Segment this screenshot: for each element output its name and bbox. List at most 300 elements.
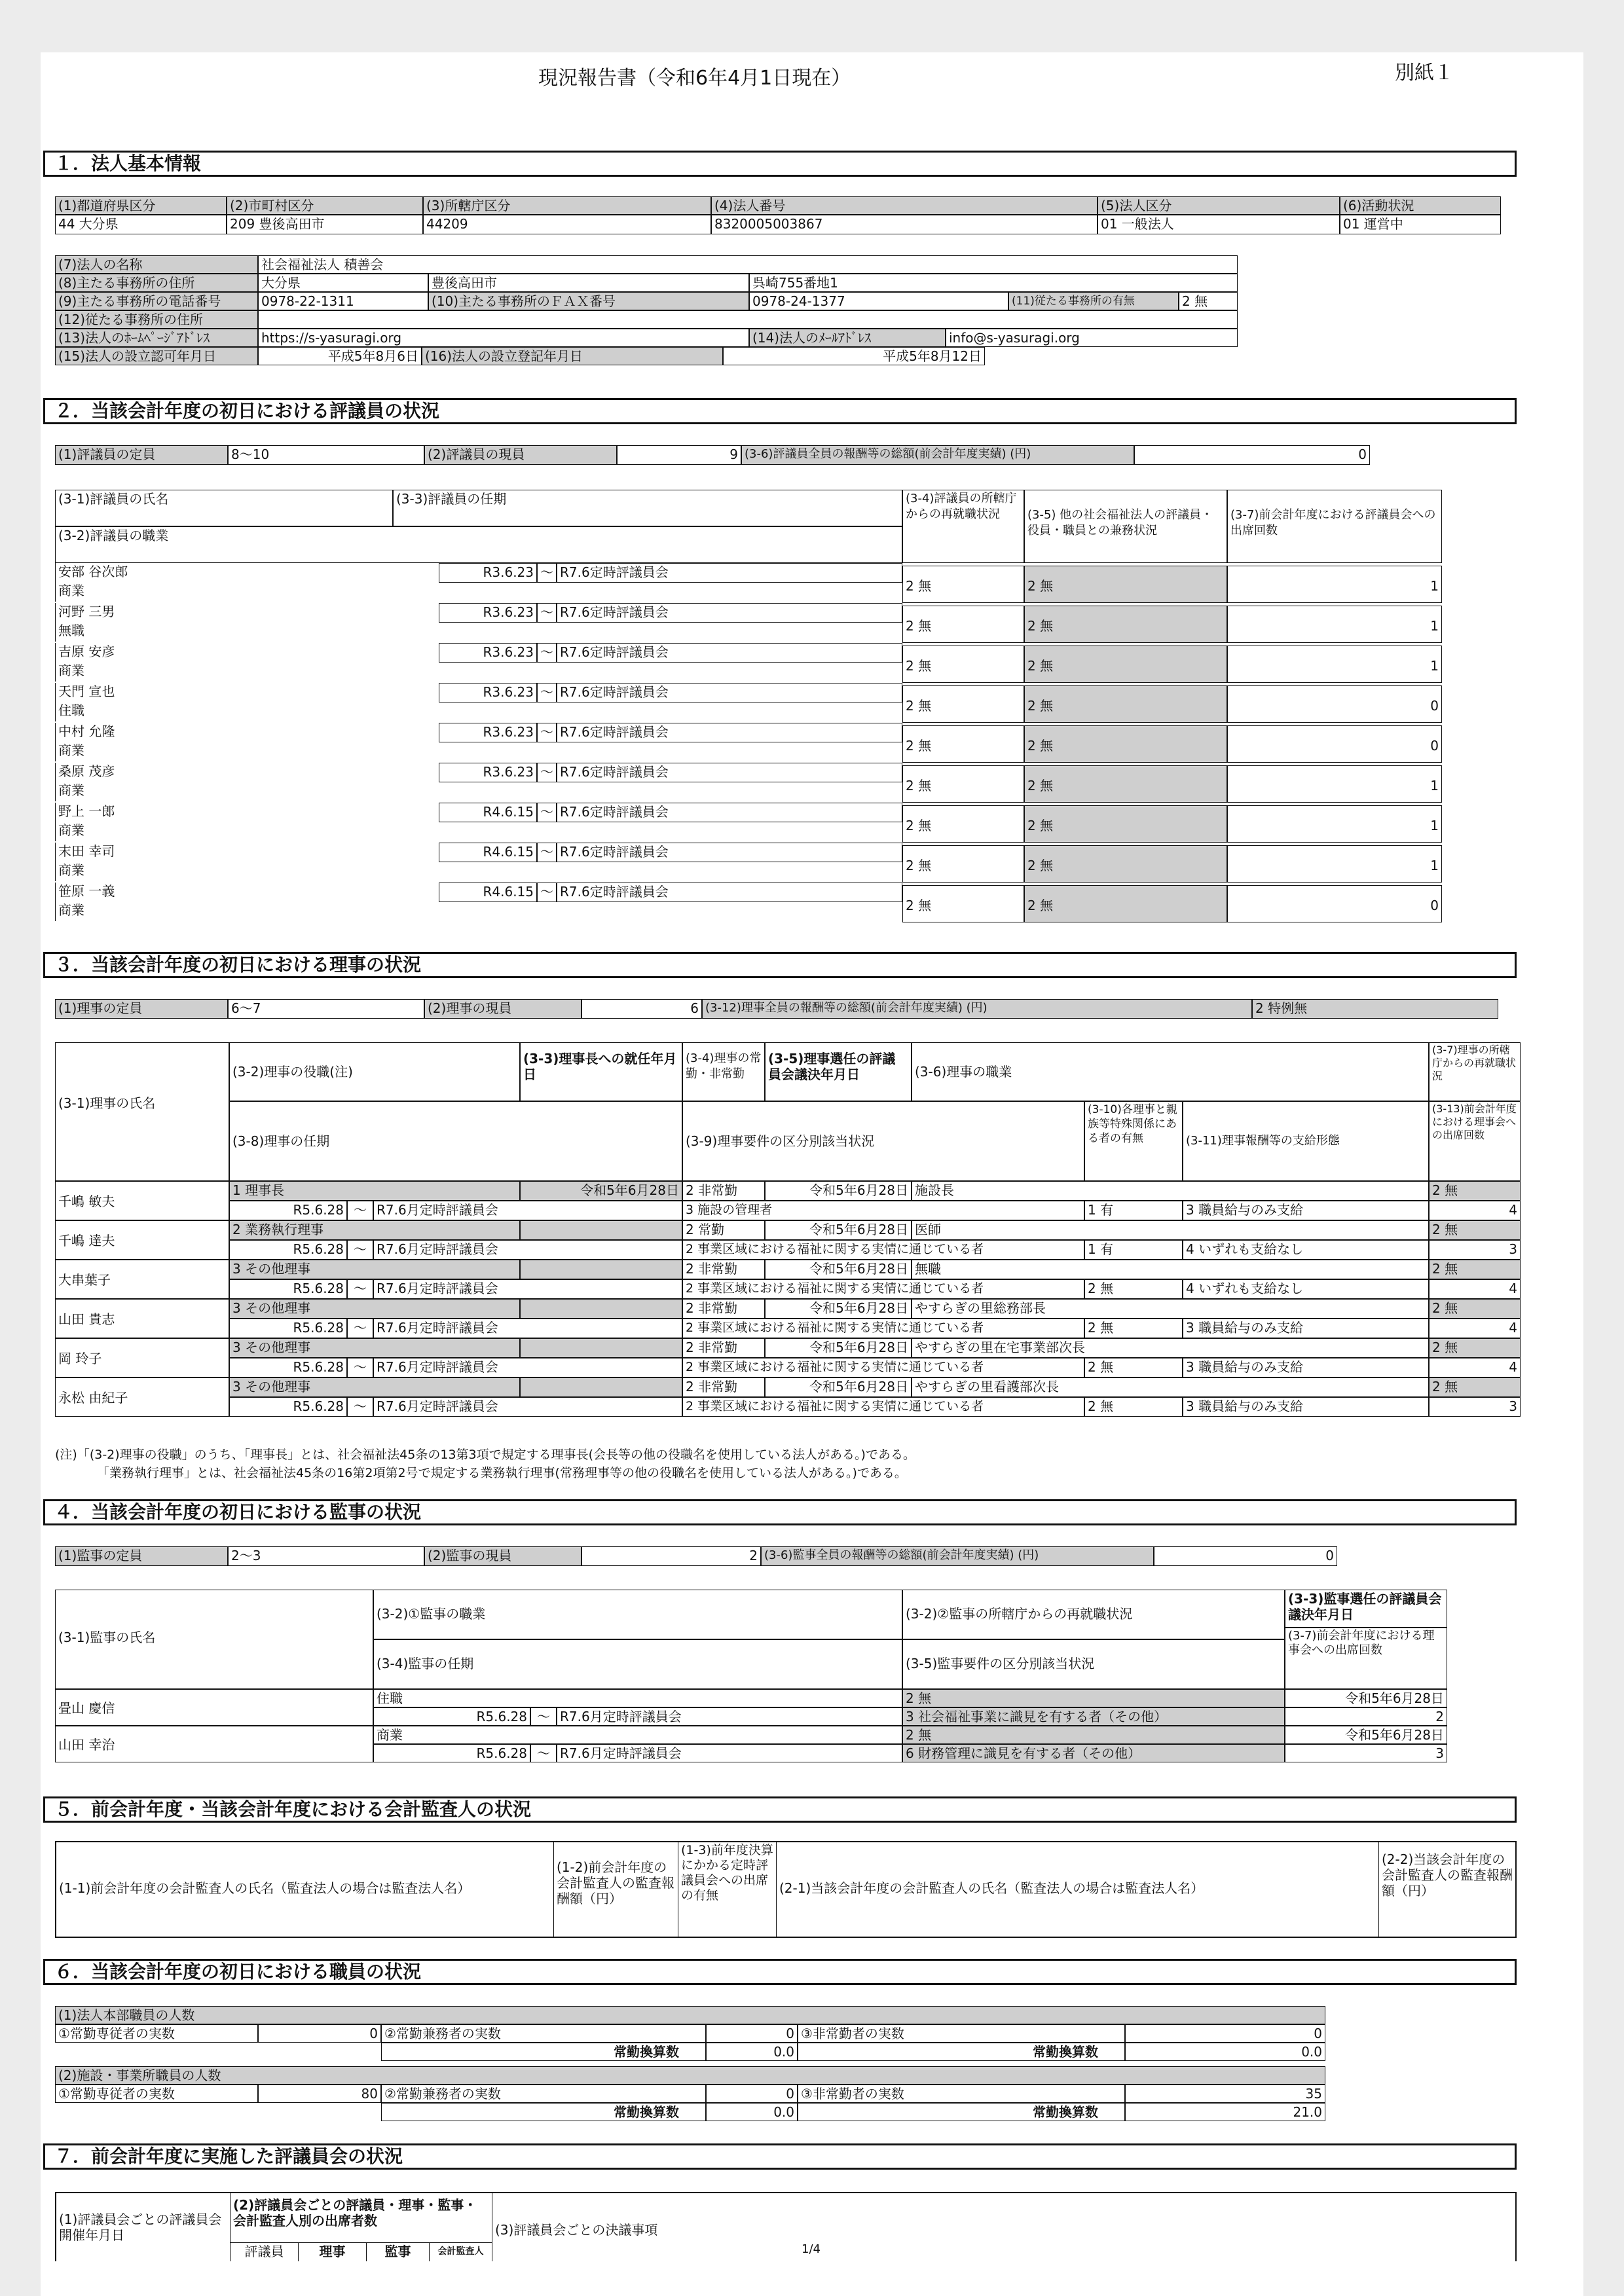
- corp-number-value: 8320005003867: [711, 215, 1098, 234]
- hq-full-value: 0: [258, 2024, 381, 2043]
- reemploy-status: 2 無: [902, 685, 1024, 723]
- director-current-value: 6: [581, 999, 702, 1019]
- term-to: R7.6定時評議員会: [557, 803, 902, 822]
- chair-date: 令和5年6月28日: [520, 1181, 682, 1201]
- councilor-job: 商業: [55, 782, 439, 801]
- concurrent-status: 2 無: [1024, 646, 1227, 683]
- term-from: R5.6.28: [229, 1279, 347, 1299]
- director-current-label: (2)理事の現員: [424, 999, 581, 1019]
- attendance-count: 1: [1227, 805, 1442, 843]
- councilor-job: 商業: [55, 662, 439, 682]
- prefecture-value: 44 大分県: [55, 215, 227, 234]
- director-name: 千嶋 敏夫: [55, 1181, 229, 1220]
- director-req-header: (3-9)理事要件の区分別該当状況: [682, 1101, 1084, 1181]
- director-term-header: (3-8)理事の任期: [229, 1101, 682, 1181]
- hq-part-label: ③非常勤者の実数: [798, 2024, 1125, 2043]
- attendance-councilor-col: 評議員: [231, 2243, 299, 2261]
- municipality-label: (2)市町村区分: [227, 196, 423, 215]
- director-attendance-header: (3-13)前会計年度における理事会への出席回数: [1429, 1101, 1521, 1181]
- auditor-attendance: 2: [1285, 1707, 1447, 1726]
- term-from: R3.6.23: [439, 643, 537, 663]
- councilor-job: 住職: [55, 702, 439, 721]
- auditor-attendance: 3: [1285, 1744, 1447, 1762]
- fax-label: (10)主たる事務所のＦＡＸ番号: [428, 292, 749, 310]
- director-role: 3 その他理事: [229, 1260, 520, 1279]
- auditor-quota-value: 2～3: [228, 1546, 424, 1566]
- term-to: R7.6定時評議員会: [557, 643, 902, 663]
- councilor-name: 天門 宣也: [55, 683, 439, 702]
- hq-dual-conv-label: 常勤換算数: [381, 2043, 706, 2061]
- director-table: [55, 1042, 1517, 1435]
- term-to: R7.6定時評議員会: [557, 563, 902, 583]
- term-separator: ～: [347, 1319, 373, 1338]
- established-label: (15)法人の設立認可年月日: [55, 347, 258, 365]
- director-role: 3 その他理事: [229, 1299, 520, 1319]
- term-separator: ～: [537, 683, 557, 702]
- name-value: 社会福祉法人 積善会: [258, 255, 1238, 274]
- director-role-header: (3-2)理事の役職(注): [229, 1042, 520, 1101]
- municipality-value: 209 豊後高田市: [227, 215, 423, 234]
- sub-address-value: [258, 310, 1238, 329]
- attendance-count: 4: [1429, 1201, 1521, 1220]
- address-label: (8)主たる事務所の住所: [55, 274, 258, 292]
- auditor-pay-value: 0: [1154, 1546, 1337, 1566]
- term-to: R7.6定時評議員会: [557, 603, 902, 623]
- auditor-attendance-header: (3-7)前会計年度における理事会への出席回数: [1285, 1628, 1447, 1689]
- auditor-elect-date: 令和5年6月28日: [1285, 1726, 1447, 1744]
- term-from: R3.6.23: [439, 763, 537, 782]
- councilor-concurrent-header: (3-5) 他の社会福祉法人の評議員・役員・職員との兼務状況: [1024, 490, 1227, 563]
- term-from: R3.6.23: [439, 563, 537, 583]
- councilor-quota-value: 8～10: [228, 445, 424, 465]
- attachment-label: 別紙１: [1395, 62, 1454, 84]
- auditor-pay-label: (3-6)監事全員の報酬等の総額(前会計年度実績) (円): [761, 1546, 1154, 1566]
- reemploy: 2 無: [1429, 1220, 1521, 1240]
- auditor-elect-date: 令和5年6月28日: [1285, 1689, 1447, 1707]
- director-name: 岡 玲子: [55, 1338, 229, 1377]
- attendance-count: 4: [1429, 1279, 1521, 1299]
- councilor-job: 商業: [55, 902, 439, 921]
- concurrent-status: 2 無: [1024, 885, 1227, 922]
- sub-office-label: (11)従たる事務所の有無: [1008, 292, 1179, 310]
- director-requirement: 2 事業区域における福祉に関する実情に通じている者: [682, 1397, 1084, 1417]
- term-separator: ～: [537, 763, 557, 782]
- auditor-requirement: 6 財務管理に識見を有する者（その他）: [902, 1744, 1285, 1762]
- term-to: R7.6月定時評議員会: [373, 1319, 682, 1338]
- term-separator: ～: [530, 1707, 557, 1726]
- reemploy-status: 2 無: [902, 885, 1024, 922]
- term-from: R5.6.28: [229, 1201, 347, 1220]
- pay-form: 4 いずれも支給なし: [1183, 1240, 1429, 1260]
- term-separator: ～: [537, 603, 557, 623]
- director-type: 2 非常勤: [682, 1299, 765, 1319]
- councilor-name: 笹原 一義: [55, 883, 439, 902]
- councilor-pay-label: (3-6)評議員全員の報酬等の総額(前会計年度実績) (円): [741, 445, 1134, 465]
- fac-dual-conv-value: 0.0: [706, 2103, 798, 2121]
- elect-date: 令和5年6月28日: [765, 1260, 912, 1279]
- attendance-count: 1: [1227, 566, 1442, 603]
- councilor-name: 吉原 安彦: [55, 643, 439, 663]
- concurrent-status: 2 無: [1024, 566, 1227, 603]
- sub-office-value: 2 無: [1179, 292, 1238, 310]
- director-name: 大串葉子: [55, 1260, 229, 1299]
- fac-dual-value: 0: [706, 2085, 798, 2103]
- prev-auditor-name-header: (1-1)前会計年度の会計監査人の氏名（監査法人の場合は監査法人名）: [56, 1842, 554, 1937]
- pay-form: 3 職員給与のみ支給: [1183, 1397, 1429, 1417]
- director-type: 2 常勤: [682, 1220, 765, 1240]
- director-job: 医師: [912, 1220, 1429, 1240]
- phone-value: 0978-22-1311: [258, 292, 428, 310]
- attendance-count: 4: [1429, 1358, 1521, 1377]
- email-label: (14)法人のﾒｰﾙｱﾄﾞﾚｽ: [749, 329, 946, 347]
- corp-type-label: (5)法人区分: [1098, 196, 1340, 215]
- councilor-name: 桑原 茂彦: [55, 763, 439, 782]
- councilor-pay-value: 0: [1134, 445, 1370, 465]
- attendance-count: 1: [1227, 765, 1442, 803]
- term-separator: ～: [347, 1240, 373, 1260]
- director-type: 2 非常勤: [682, 1377, 765, 1397]
- term-separator: ～: [537, 563, 557, 583]
- term-from: R4.6.15: [439, 803, 537, 822]
- director-elect-header: (3-5)理事選任の評議員会議決年月日: [765, 1042, 912, 1101]
- director-name: 永松 由紀子: [55, 1377, 229, 1417]
- elect-date: 令和5年6月28日: [765, 1377, 912, 1397]
- director-job: やすらぎの里総務部長: [912, 1299, 1429, 1319]
- term-to: R7.6月定時評議員会: [373, 1279, 682, 1299]
- page-number: 1/4: [802, 2242, 821, 2256]
- section-1-title: １．法人基本情報: [43, 151, 1517, 177]
- homepage-value[interactable]: https://s-yasuragi.org: [258, 329, 749, 347]
- concurrent-status: 2 無: [1024, 765, 1227, 803]
- accounting-auditor-table: [55, 1841, 1517, 1938]
- councilor-name: 中村 允隆: [55, 723, 439, 742]
- auditor-current-value: 2: [581, 1546, 761, 1566]
- term-separator: ～: [537, 803, 557, 822]
- staff-table: [55, 2006, 1325, 2128]
- relative-status: 1 有: [1084, 1240, 1183, 1260]
- chair-date: [520, 1220, 682, 1240]
- councilor-current-label: (2)評議員の現員: [424, 445, 617, 465]
- councilor-attendance-header: (3-7)前会計年度における評議員会への出席回数: [1227, 490, 1442, 563]
- term-from: R5.6.28: [229, 1358, 347, 1377]
- hq-part-value: 0: [1125, 2024, 1325, 2043]
- term-from: R5.6.28: [229, 1319, 347, 1338]
- reemploy-status: 2 無: [902, 725, 1024, 763]
- phone-label: (9)主たる事務所の電話番号: [55, 292, 258, 310]
- concurrent-status: 2 無: [1024, 845, 1227, 883]
- director-job: 施設長: [912, 1181, 1429, 1201]
- chair-date: [520, 1299, 682, 1319]
- sub-address-label: (12)従たる事務所の住所: [55, 310, 258, 329]
- elect-date: 令和5年6月28日: [765, 1338, 912, 1358]
- reemploy-status: 2 無: [902, 845, 1024, 883]
- fax-value: 0978-24-1377: [749, 292, 1008, 310]
- councilor-quota-label: (1)評議員の定員: [55, 445, 228, 465]
- hq-full-label: ①常勤専従者の実数: [55, 2024, 258, 2043]
- auditor-name-header: (3-1)監事の氏名: [55, 1590, 373, 1689]
- address-city: 豊後高田市: [428, 274, 749, 292]
- homepage-label: (13)法人のﾎｰﾑﾍﾟｰｼﾞｱﾄﾞﾚｽ: [55, 329, 258, 347]
- reemploy-status: 2 無: [902, 765, 1024, 803]
- reemploy-status: 2 無: [902, 606, 1024, 643]
- pay-form: 4 いずれも支給なし: [1183, 1279, 1429, 1299]
- term-to: R7.6月定時評議員会: [373, 1201, 682, 1220]
- attendance-count: 1: [1227, 845, 1442, 883]
- director-job: やすらぎの里在宅事業部次長: [912, 1338, 1429, 1358]
- term-to: R7.6定時評議員会: [557, 723, 902, 742]
- hq-part-conv-value: 0.0: [1125, 2043, 1325, 2061]
- term-from: R4.6.15: [439, 843, 537, 862]
- reemploy: 2 無: [1429, 1260, 1521, 1279]
- councilor-reemploy-header: (3-4)評議員の所轄庁からの再就職状況: [902, 490, 1024, 563]
- authority-label: (3)所轄庁区分: [423, 196, 711, 215]
- hq-dual-label: ②常勤兼務者の実数: [381, 2024, 706, 2043]
- corp-type-value: 01 一般法人: [1098, 215, 1340, 234]
- director-name: 山田 貴志: [55, 1299, 229, 1338]
- attendance-count: 3: [1429, 1240, 1521, 1260]
- reemploy: 2 無: [1429, 1338, 1521, 1358]
- director-pay-label: (3-12)理事全員の報酬等の総額(前会計年度実績) (円): [702, 999, 1252, 1019]
- term-to: R7.6定時評議員会: [557, 683, 902, 702]
- fac-part-conv-label: 常勤換算数: [798, 2103, 1125, 2121]
- section-4-title: ４．当該会計年度の初日における監事の状況: [43, 1499, 1517, 1525]
- activity-value: 01 運営中: [1340, 215, 1501, 234]
- term-separator: ～: [537, 643, 557, 663]
- elect-date: 令和5年6月28日: [765, 1220, 912, 1240]
- term-separator: ～: [530, 1744, 557, 1762]
- director-role: 3 その他理事: [229, 1377, 520, 1397]
- section-7-title: ７．前会計年度に実施した評議員会の状況: [43, 2143, 1517, 2170]
- director-note-2: 「業務執行理事」とは、社会福祉法45条の16第2項第2号で規定する業務執行理事(常務理事等の他の役職名を使用している法人がある。)である。: [97, 1466, 907, 1480]
- director-requirement: 2 事業区域における福祉に関する実情に通じている者: [682, 1319, 1084, 1338]
- council-meeting-table: [55, 2192, 1517, 2261]
- fac-full-value: 80: [258, 2085, 381, 2103]
- attendance-count: 0: [1227, 725, 1442, 763]
- term-separator: ～: [347, 1279, 373, 1299]
- term-from: R3.6.23: [439, 723, 537, 742]
- term-separator: ～: [347, 1358, 373, 1377]
- term-from: R5.6.28: [373, 1744, 530, 1762]
- director-pay-value: 2 特例無: [1252, 999, 1498, 1019]
- elect-date: 令和5年6月28日: [765, 1181, 912, 1201]
- director-requirement: 2 事業区域における福祉に関する実情に通じている者: [682, 1240, 1084, 1260]
- director-requirement: 2 事業区域における福祉に関する実情に通じている者: [682, 1279, 1084, 1299]
- director-job: 無職: [912, 1260, 1429, 1279]
- auditor-job: 住職: [373, 1689, 902, 1707]
- section-6-title: ６．当該会計年度の初日における職員の状況: [43, 1959, 1517, 1985]
- director-note-1: (注)「(3-2)理事の役職」のうち、「理事長」とは、社会福祉法45条の13第3項で規定する理事長(会長等の他の役職名を使用している法人がある。)である。: [55, 1448, 915, 1462]
- section-5-title: ５．前会計年度・当該会計年度における会計監査人の状況: [43, 1796, 1517, 1823]
- director-name: 千嶋 達夫: [55, 1220, 229, 1260]
- director-pay-form-header: (3-11)理事報酬等の支給形態: [1183, 1101, 1429, 1181]
- auditor-name: 畳山 慶信: [55, 1689, 373, 1726]
- reemploy: 2 無: [1429, 1181, 1521, 1201]
- prefecture-label: (1)都道府県区分: [55, 196, 227, 215]
- director-role: 2 業務執行理事: [229, 1220, 520, 1240]
- attendance-director-col: 理事: [299, 2243, 367, 2261]
- term-to: R7.6月定時評議員会: [557, 1707, 902, 1726]
- councilor-name: 安部 谷次郎: [55, 563, 439, 583]
- prev-auditor-fee-header: (1-2)前会計年度の会計監査人の監査報酬額（円）: [554, 1842, 678, 1937]
- hq-dual-value: 0: [706, 2024, 798, 2043]
- auditor-requirement: 3 社会福祉事業に識見を有する者（その他）: [902, 1707, 1285, 1726]
- reemploy-status: 2 無: [902, 646, 1024, 683]
- term-to: R7.6月定時評議員会: [373, 1240, 682, 1260]
- resolution-header: (3)評議員会ごとの決議事項: [495, 2222, 658, 2238]
- attendance-acc-auditor-col: 会計監査人: [430, 2243, 492, 2261]
- hq-part-conv-label: 常勤換算数: [798, 2043, 1125, 2061]
- director-requirement: 2 事業区域における福祉に関する実情に通じている者: [682, 1358, 1084, 1377]
- auditor-reemploy-header: (3-2)②監事の所轄庁からの再就職状況: [902, 1590, 1285, 1639]
- reemploy-status: 2 無: [902, 566, 1024, 603]
- chair-date: [520, 1260, 682, 1279]
- relative-status: 2 無: [1084, 1319, 1183, 1338]
- established-value: 平成5年8月6日: [258, 347, 422, 365]
- term-separator: ～: [537, 843, 557, 862]
- councilor-current-value: 9: [617, 445, 741, 465]
- attendance-count: 1: [1227, 646, 1442, 683]
- term-to: R7.6月定時評議員会: [373, 1358, 682, 1377]
- term-to: R7.6定時評議員会: [557, 763, 902, 782]
- term-to: R7.6定時評議員会: [557, 843, 902, 862]
- auditor-job-header: (3-2)①監事の職業: [373, 1590, 902, 1639]
- term-from: R4.6.15: [439, 883, 537, 902]
- activity-label: (6)活動状況: [1340, 196, 1501, 215]
- prev-auditor-attend-header: (1-3)前年度決算にかかる定時評議員会への出席の有無: [678, 1842, 777, 1937]
- pay-form: 3 職員給与のみ支給: [1183, 1201, 1429, 1220]
- chair-date-header: (3-3)理事長への就任年月日: [520, 1042, 682, 1101]
- auditor-reemploy: 2 無: [902, 1726, 1285, 1744]
- chair-date: [520, 1338, 682, 1358]
- relative-status: 2 無: [1084, 1358, 1183, 1377]
- concurrent-status: 2 無: [1024, 805, 1227, 843]
- email-value[interactable]: info@s-yasuragi.org: [946, 329, 1238, 347]
- fac-part-conv-value: 21.0: [1125, 2103, 1325, 2121]
- term-to: R7.6月定時評議員会: [373, 1397, 682, 1417]
- director-job: やすらぎの里看護部次長: [912, 1377, 1429, 1397]
- meeting-date-header: (1)評議員会ごとの評議員会開催年月日: [56, 2193, 231, 2261]
- councilor-job: 商業: [55, 742, 439, 761]
- fac-full-label: ①常勤専従者の実数: [55, 2085, 258, 2103]
- director-reemploy-header: (3-7)理事の所轄庁からの再就職状況: [1429, 1042, 1521, 1101]
- councilor-job-header: (3-2)評議員の職業: [55, 526, 902, 563]
- term-to: R7.6月定時評議員会: [557, 1744, 902, 1762]
- councilor-job: 商業: [55, 822, 439, 841]
- councilor-job: 商業: [55, 862, 439, 881]
- term-separator: ～: [537, 723, 557, 742]
- fac-dual-label: ②常勤兼務者の実数: [381, 2085, 706, 2103]
- director-role: 3 その他理事: [229, 1338, 520, 1358]
- councilor-term-header: (3-3)評議員の任期: [393, 490, 902, 526]
- authority-value: 44209: [423, 215, 711, 234]
- attendance-count: 4: [1429, 1319, 1521, 1338]
- auditor-quota-label: (1)監事の定員: [55, 1546, 228, 1566]
- fac-part-label: ③非常勤者の実数: [798, 2085, 1125, 2103]
- fac-staff-label: (2)施設・事業所職員の人数: [55, 2066, 1325, 2085]
- reemploy: 2 無: [1429, 1299, 1521, 1319]
- term-from: R3.6.23: [439, 603, 537, 623]
- term-from: R3.6.23: [439, 683, 537, 702]
- corp-number-label: (4)法人番号: [711, 196, 1098, 215]
- councilor-name: 野上 一郎: [55, 803, 439, 822]
- reemploy-status: 2 無: [902, 805, 1024, 843]
- relative-status: 2 無: [1084, 1279, 1183, 1299]
- term-separator: ～: [537, 883, 557, 902]
- term-from: R5.6.28: [229, 1397, 347, 1417]
- term-to: R7.6定時評議員会: [557, 883, 902, 902]
- relative-status: 1 有: [1084, 1201, 1183, 1220]
- relative-status: 2 無: [1084, 1397, 1183, 1417]
- director-type: 2 非常勤: [682, 1338, 765, 1358]
- auditor-table: [55, 1590, 1463, 1799]
- concurrent-status: 2 無: [1024, 606, 1227, 643]
- director-job-header: (3-6)理事の職業: [912, 1042, 1429, 1101]
- attendance-count: 1: [1227, 606, 1442, 643]
- director-quota-label: (1)理事の定員: [55, 999, 228, 1019]
- councilor-name: 末田 幸司: [55, 843, 439, 862]
- councilor-job: 無職: [55, 622, 439, 642]
- reemploy: 2 無: [1429, 1377, 1521, 1397]
- auditor-req-header: (3-5)監事要件の区分別該当状況: [902, 1639, 1285, 1689]
- director-type-header: (3-4)理事の常勤・非常勤: [682, 1042, 765, 1101]
- pay-form: 3 職員給与のみ支給: [1183, 1358, 1429, 1377]
- page-title: 現況報告書（令和6年4月1日現在）: [538, 67, 851, 90]
- auditor-reemploy: 2 無: [902, 1689, 1285, 1707]
- councilor-name: 河野 三男: [55, 603, 439, 623]
- section-3-title: ３．当該会計年度の初日における理事の状況: [43, 952, 1517, 978]
- auditor-term-header: (3-4)監事の任期: [373, 1639, 902, 1689]
- registered-label: (16)法人の設立登記年月日: [422, 347, 723, 365]
- term-separator: ～: [347, 1397, 373, 1417]
- councilor-table: [55, 490, 1442, 941]
- registered-value: 平成5年8月12日: [723, 347, 985, 365]
- elect-date: 令和5年6月28日: [765, 1299, 912, 1319]
- concurrent-status: 2 無: [1024, 725, 1227, 763]
- address-street: 呉崎755番地1: [749, 274, 1238, 292]
- auditor-job: 商業: [373, 1726, 902, 1744]
- cur-auditor-name-header: (2-1)当該会計年度の会計監査人の氏名（監査法人の場合は監査法人名）: [777, 1842, 1379, 1937]
- attendance-count: 3: [1429, 1397, 1521, 1417]
- section-2-title: ２．当該会計年度の初日における評議員の状況: [43, 398, 1517, 424]
- auditor-current-label: (2)監事の現員: [424, 1546, 581, 1566]
- report-page: [41, 52, 1583, 2296]
- director-type: 2 非常勤: [682, 1181, 765, 1201]
- auditor-elect-header: (3-3)監事選任の評議員会議決年月日: [1285, 1590, 1447, 1628]
- director-quota-value: 6～7: [228, 999, 424, 1019]
- hq-dual-conv-value: 0.0: [706, 2043, 798, 2061]
- attendance-count: 0: [1227, 885, 1442, 922]
- pay-form: 3 職員給与のみ支給: [1183, 1319, 1429, 1338]
- director-name-header: (3-1)理事の氏名: [55, 1042, 229, 1181]
- meeting-attendance-header: (2)評議員会ごとの評議員・理事・監事・会計監査人別の出席者数: [231, 2193, 492, 2243]
- fac-part-value: 35: [1125, 2085, 1325, 2103]
- term-separator: ～: [347, 1201, 373, 1220]
- councilor-job: 商業: [55, 582, 439, 602]
- councilor-name-header: (3-1)評議員の氏名: [55, 490, 393, 526]
- address-pref: 大分県: [258, 274, 428, 292]
- term-from: R5.6.28: [373, 1707, 530, 1726]
- concurrent-status: 2 無: [1024, 685, 1227, 723]
- attendance-auditor-col: 監事: [367, 2243, 430, 2261]
- auditor-name: 山田 幸治: [55, 1726, 373, 1762]
- director-type: 2 非常勤: [682, 1260, 765, 1279]
- director-role: 1 理事長: [229, 1181, 520, 1201]
- term-from: R5.6.28: [229, 1240, 347, 1260]
- fac-dual-conv-label: 常勤換算数: [381, 2103, 706, 2121]
- name-label: (7)法人の名称: [55, 255, 258, 274]
- director-relative-header: (3-10)各理事と親族等特殊関係にある者の有無: [1084, 1101, 1183, 1181]
- hq-staff-label: (1)法人本部職員の人数: [55, 2006, 1325, 2024]
